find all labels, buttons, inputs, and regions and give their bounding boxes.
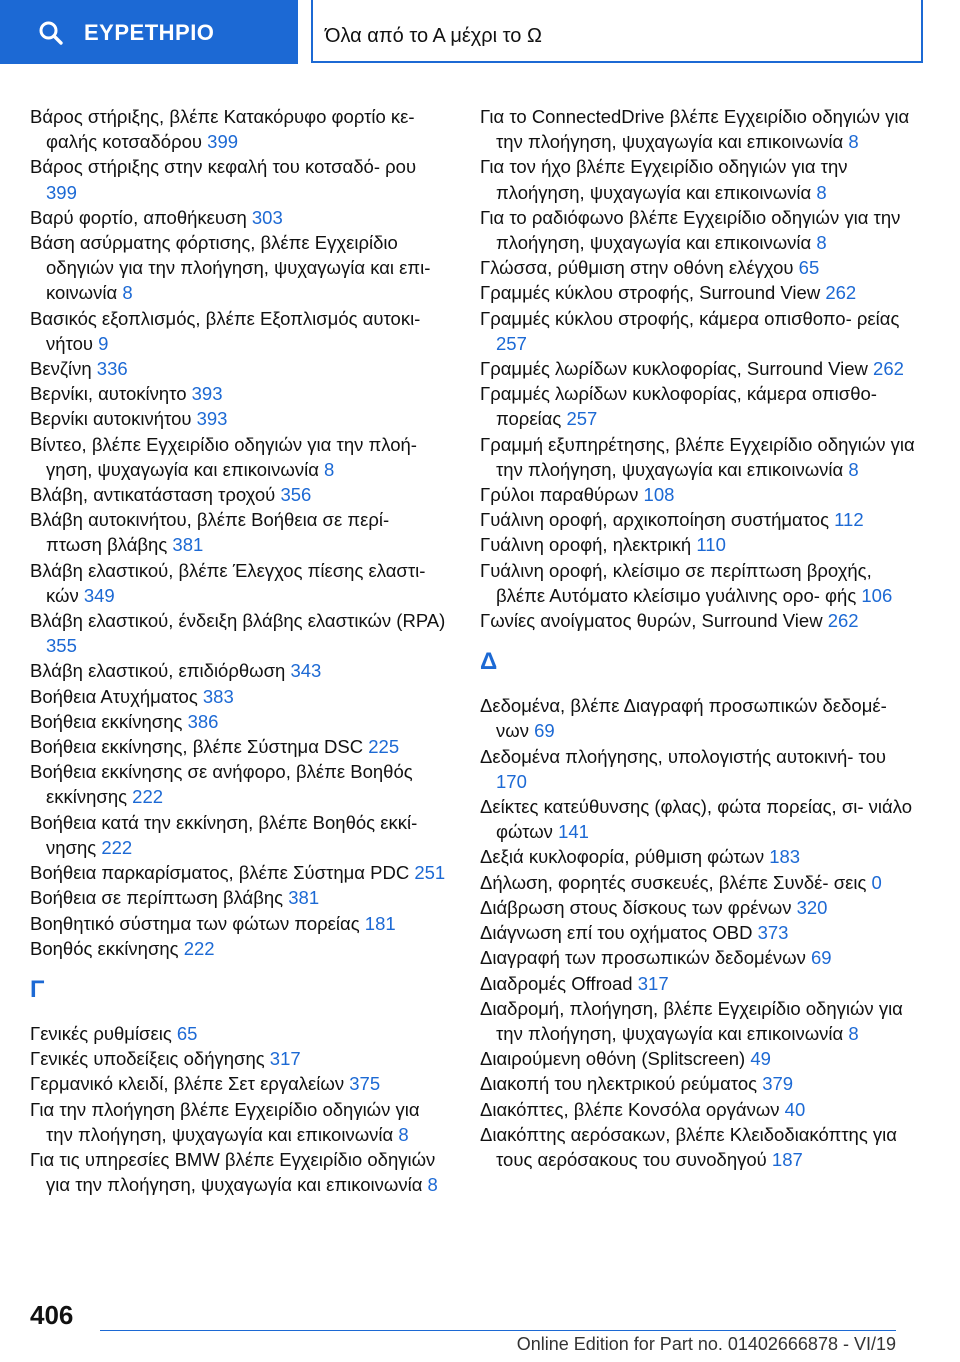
- section-subtitle-box: [311, 0, 923, 63]
- index-entry-term: Γραμμές κύκλου στροφής, κάμερα οπισθοπο- ρείας: [480, 307, 900, 329]
- index-entry-page-link[interactable]: 375: [349, 1073, 381, 1095]
- index-entry: [30, 658, 450, 683]
- index-entry: [480, 558, 920, 608]
- index-entry-term: Δεξιά κυκλοφορία, ρύθμιση φώτων: [480, 846, 770, 868]
- index-entry-page-link[interactable]: 8: [816, 232, 827, 254]
- index-entry: [480, 744, 920, 794]
- index-entry: [480, 306, 920, 356]
- index-entry-page-link[interactable]: 383: [202, 685, 234, 707]
- index-entry-term: Βλάβη αυτοκινήτου, βλέπε Βοήθεια σε περί- πτωση βλάβης: [30, 509, 390, 556]
- index-entry: [480, 154, 920, 204]
- index-entry-page-link[interactable]: 8: [427, 1174, 438, 1196]
- index-entry: [30, 432, 450, 482]
- index-entry: [480, 356, 920, 381]
- index-entry: [480, 844, 920, 869]
- index-entry-term: Διακοπή του ηλεκτρικού ρεύματος: [480, 1073, 763, 1095]
- index-entry-term: Βαρύ φορτίο, αποθήκευση: [30, 206, 252, 228]
- index-entry-page-link[interactable]: 393: [196, 408, 228, 430]
- index-entry-page-link[interactable]: 0: [871, 871, 882, 893]
- index-entry-page-link[interactable]: 257: [566, 408, 598, 430]
- index-entry: [480, 1071, 920, 1096]
- index-entry: [480, 1122, 920, 1172]
- index-entry-page-link[interactable]: 222: [101, 836, 133, 858]
- index-entry-page-link[interactable]: 393: [191, 383, 223, 405]
- index-entry: [30, 860, 450, 885]
- index-entries-b: [30, 104, 450, 961]
- index-entry-term: Βάρος στήριξης, βλέπε Κατακόρυφο φορτίο κε- φαλής κοτσαδόρου: [30, 106, 415, 153]
- index-entry-page-link[interactable]: 222: [132, 786, 164, 808]
- index-entry-page-link[interactable]: 8: [324, 458, 335, 480]
- index-entry-page-link[interactable]: 349: [83, 584, 115, 606]
- index-entry-page-link[interactable]: 320: [796, 896, 828, 918]
- index-entry-term: Για τον ήχο βλέπε Εγχειρίδιο οδηγιών για την πλοήγηση, ψυχαγωγία και επικοινωνία: [480, 156, 848, 203]
- index-entry-term: Βοηθητικό σύστημα των φώτων πορείας: [30, 912, 365, 934]
- index-entry: [30, 734, 450, 759]
- index-entry-page-link[interactable]: 110: [696, 534, 726, 556]
- index-entry: [30, 1021, 450, 1046]
- index-entry-page-link[interactable]: 399: [46, 181, 77, 203]
- index-entry-page-link[interactable]: 187: [771, 1148, 803, 1170]
- index-entry-page-link[interactable]: 69: [810, 947, 832, 969]
- index-entry: [480, 895, 920, 920]
- index-entry-page-link[interactable]: 8: [122, 282, 133, 304]
- index-entry: [30, 709, 450, 734]
- index-entry-term: Διάβρωση στους δίσκους των φρένων: [480, 896, 797, 918]
- index-entry-term: Βάση ασύρματης φόρτισης, βλέπε Εγχειρίδιο οδηγιών για την πλοήγηση, ψυχαγωγία και επι- κοινωνία: [30, 232, 431, 304]
- index-entry: [480, 971, 920, 996]
- index-entry-page-link[interactable]: 222: [183, 937, 215, 959]
- index-entry-page-link[interactable]: 343: [290, 660, 322, 682]
- index-entry: [30, 759, 450, 809]
- index-entry-page-link[interactable]: 106: [861, 584, 893, 606]
- index-entry-page-link[interactable]: 386: [187, 710, 219, 732]
- index-entry-term: Βοήθεια εκκίνησης σε ανήφορο, βλέπε Βοηθός εκκίνησης: [30, 761, 413, 808]
- index-entry: [30, 507, 450, 557]
- index-entry: [480, 532, 920, 557]
- index-entry-term: Διάγνωση επί του οχήματος OBD: [480, 922, 758, 944]
- index-entry-term: Διαιρούμενη οθόνη (Splitscreen): [480, 1048, 751, 1070]
- index-entry-page-link[interactable]: 183: [769, 846, 801, 868]
- index-entry-term: Δείκτες κατεύθυνσης (φλας), φώτα πορείας, σι- νιάλο φώτων: [480, 796, 912, 843]
- index-entry: [30, 104, 450, 154]
- index-entry-term: Για τις υπηρεσίες BMW βλέπε Εγχειρίδιο οδηγιών για την πλοήγηση, ψυχαγωγία και επικοινωνία: [30, 1148, 436, 1196]
- index-letter-heading-gamma: Γ: [30, 975, 45, 1003]
- index-entry-term: Βοήθεια εκκίνησης: [30, 710, 188, 732]
- index-entry: [480, 104, 920, 154]
- index-entry-page-link[interactable]: 9: [98, 332, 109, 354]
- index-entry-page-link[interactable]: 49: [750, 1048, 771, 1070]
- index-entry: [30, 230, 450, 306]
- index-entry-term: Γλώσσα, ρύθμιση στην οθόνη ελέγχου: [480, 257, 799, 279]
- index-entry-term: Γρύλοι παραθύρων: [480, 484, 644, 506]
- index-entry-term: Διακόπτης αερόσακων, βλέπε Κλειδοδιακόπτης για τους αερόσακους του συνοδηγού: [480, 1123, 897, 1170]
- footer-edition-text: Online Edition for Part no. 01402666878 - VI/19: [516, 1334, 896, 1354]
- index-letter-heading-delta: Δ: [480, 648, 498, 676]
- index-entry: [30, 558, 450, 608]
- index-entry: [480, 507, 920, 532]
- index-entry: [30, 684, 450, 709]
- index-column-right: [480, 104, 920, 1172]
- index-entries-gamma: [30, 1021, 450, 1197]
- index-entry: [480, 205, 920, 255]
- index-entry: [480, 996, 920, 1046]
- index-entry: [480, 945, 920, 970]
- index-entry: [480, 255, 920, 280]
- index-entry-term: Βλάβη ελαστικού, βλέπε Έλεγχος πίεσης ελαστι- κών: [30, 559, 426, 606]
- index-entry-term: Βοήθεια κατά την εκκίνηση, βλέπε Βοηθός εκκί- νησης: [30, 811, 418, 858]
- index-tab-label: ΕΥΡΕΤΗΡΙΟ: [84, 20, 215, 45]
- index-entry: [30, 810, 450, 860]
- header: [0, 0, 960, 64]
- index-entry-page-link[interactable]: 373: [757, 922, 789, 944]
- index-entry-page-link[interactable]: 262: [873, 358, 904, 380]
- index-entry-page-link[interactable]: 170: [496, 770, 527, 792]
- index-entry-page-link[interactable]: 317: [637, 972, 669, 994]
- index-entry-page-link[interactable]: 381: [288, 887, 320, 909]
- index-entry-term: Βοήθεια Ατυχήματος: [30, 685, 203, 707]
- index-entry: [30, 608, 450, 658]
- index-entry-term: Βάρος στήριξης στην κεφαλή του κοτσαδό- ρου: [30, 156, 417, 178]
- index-entry-page-link[interactable]: 379: [762, 1073, 794, 1095]
- index-entry: [30, 1147, 450, 1197]
- index-entry-term: Γερμανικό κλειδί, βλέπε Σετ εργαλείων: [30, 1073, 350, 1095]
- index-entry-page-link[interactable]: 355: [46, 635, 77, 657]
- index-entry-page-link[interactable]: 8: [848, 458, 859, 480]
- index-entry-term: Γραμμές λωρίδων κυκλοφορίας, κάμερα οπισθο- πορείας: [480, 383, 877, 430]
- index-entry-page-link[interactable]: 141: [558, 821, 589, 843]
- index-entry-page-link[interactable]: 317: [269, 1048, 301, 1070]
- index-entry-term: Βοήθεια σε περίπτωση βλάβης: [30, 887, 289, 909]
- index-entry-page-link[interactable]: 356: [280, 484, 312, 506]
- index-entry-term: Γυάλινη οροφή, ηλεκτρική: [480, 534, 697, 556]
- index-entry: [480, 1097, 920, 1122]
- index-entry-page-link[interactable]: 108: [643, 484, 675, 506]
- index-entry-page-link[interactable]: 8: [816, 181, 827, 203]
- index-entry: [30, 1071, 450, 1096]
- index-entry-term: Γυάλινη οροφή, κλείσιμο σε περίπτωση βροχής, βλέπε Αυτόματο κλείσιμο γυάλινης ορο- φής: [480, 559, 872, 606]
- index-entry-page-link[interactable]: 262: [825, 282, 857, 304]
- index-search-tab[interactable]: [0, 0, 298, 64]
- index-entry-page-link[interactable]: 399: [207, 131, 239, 153]
- index-entry-page-link[interactable]: 225: [368, 736, 400, 758]
- search-icon: [38, 20, 64, 46]
- index-entry-term: Διακόπτες, βλέπε Κονσόλα οργάνων: [480, 1098, 785, 1120]
- index-entry: [480, 693, 920, 743]
- index-entry-term: Δήλωση, φορητές συσκευές, βλέπε Συνδέ- σεις: [480, 871, 872, 893]
- index-entries-delta: [480, 693, 920, 1172]
- index-entry: [30, 205, 450, 230]
- index-entry-term: Γενικές υποδείξεις οδήγησης: [30, 1048, 270, 1070]
- index-entry-page-link[interactable]: 181: [364, 912, 396, 934]
- index-entry-term: Διαδρομές Offroad: [480, 972, 638, 994]
- index-entry: [480, 608, 920, 633]
- index-entry: [30, 911, 450, 936]
- index-entry-term: Για το ConnectedDrive βλέπε Εγχειρίδιο οδηγιών για την πλοήγηση, ψυχαγωγία και επικοινωνία: [480, 106, 910, 153]
- index-entry-page-link[interactable]: 8: [398, 1123, 409, 1145]
- index-entry-term: Γραμμές κύκλου στροφής, Surround View: [480, 282, 826, 304]
- index-entry-term: Για το ραδιόφωνο βλέπε Εγχειρίδιο οδηγιών για την πλοήγηση, ψυχαγωγία και επικοινωνία: [480, 206, 901, 254]
- index-entries-g-continued: [480, 104, 920, 633]
- index-entry: [30, 482, 450, 507]
- index-entry-page-link[interactable]: 336: [96, 358, 128, 380]
- section-subtitle: Όλα από το Α μέχρι το Ω: [325, 25, 542, 47]
- index-entry: [30, 381, 450, 406]
- index-entry: [480, 432, 920, 482]
- index-entry-term: Διαγραφή των προσωπικών δεδομένων: [480, 947, 811, 969]
- index-entry-term: Βερνίκι αυτοκινήτου: [30, 408, 197, 430]
- index-entry-page-link[interactable]: 8: [848, 1022, 859, 1044]
- index-entry-term: Δεδομένα, βλέπε Διαγραφή προσωπικών δεδομέ- νων: [480, 695, 887, 742]
- index-entry: [480, 1046, 920, 1071]
- index-entry: [30, 154, 450, 204]
- index-entry-term: Γραμμές λωρίδων κυκλοφορίας, Surround View: [480, 358, 874, 380]
- page-number: 406: [30, 1300, 74, 1330]
- index-entry: [30, 1097, 450, 1147]
- index-entry-page-link[interactable]: 112: [834, 509, 864, 531]
- index-entry-term: Βίντεο, βλέπε Εγχειρίδιο οδηγιών για την πλοή- γηση, ψυχαγωγία και επικοινωνία: [30, 433, 417, 480]
- index-entry-page-link[interactable]: 251: [414, 862, 446, 884]
- index-entry-term: Διαδρομή, πλοήγηση, βλέπε Εγχειρίδιο οδηγιών για την πλοήγηση, ψυχαγωγία και επικοινωνία: [480, 997, 903, 1044]
- index-entry-page-link[interactable]: 262: [827, 610, 859, 632]
- index-entry-term: Βλάβη ελαστικού, επιδιόρθωση: [30, 660, 291, 682]
- index-entry-page-link[interactable]: 257: [496, 332, 527, 354]
- index-entry-term: Βενζίνη: [30, 358, 97, 380]
- index-entry-term: Γωνίες ανοίγματος θυρών, Surround View: [480, 610, 828, 632]
- index-entry-page-link[interactable]: 65: [798, 257, 820, 279]
- footer-divider: [100, 1330, 896, 1331]
- index-entry-term: Βερνίκι, αυτοκίνητο: [30, 383, 192, 405]
- index-entry: [480, 280, 920, 305]
- index-column-left: [30, 104, 450, 1197]
- index-entry: [30, 1046, 450, 1071]
- index-entry-term: Βοήθεια εκκίνησης, βλέπε Σύστημα DSC: [30, 736, 369, 758]
- index-entry-term: Βλάβη ελαστικού, ένδειξη βλάβης ελαστικών (RPA): [30, 610, 446, 632]
- index-entry: [30, 936, 450, 961]
- index-entry: [480, 381, 920, 431]
- index-entry: [30, 306, 450, 356]
- index-entry-term: Γυάλινη οροφή, αρχικοποίηση συστήματος: [480, 509, 835, 531]
- index-entry: [30, 885, 450, 910]
- index-entry: [480, 870, 920, 895]
- index-entry: [480, 794, 920, 844]
- index-entry-term: Δεδομένα πλοήγησης, υπολογιστής αυτοκινή- του: [480, 745, 886, 767]
- index-entry-page-link[interactable]: 8: [848, 131, 859, 153]
- index-entry-page-link[interactable]: 65: [176, 1022, 198, 1044]
- index-entry-term: Γραμμή εξυπηρέτησης, βλέπε Εγχειρίδιο οδηγιών για την πλοήγηση, ψυχαγωγία και επικοινωνία: [480, 433, 915, 480]
- index-entry-page-link[interactable]: 381: [172, 534, 204, 556]
- index-entry-term: Βοηθός εκκίνησης: [30, 937, 184, 959]
- index-entry: [480, 482, 920, 507]
- index-entry-term: Βασικός εξοπλισμός, βλέπε Εξοπλισμός αυτοκι- νήτου: [30, 307, 421, 354]
- index-entry: [30, 406, 450, 431]
- index-entry-term: Γενικές ρυθμίσεις: [30, 1022, 177, 1044]
- index-entry-term: Για την πλοήγηση βλέπε Εγχειρίδιο οδηγιών για την πλοήγηση, ψυχαγωγία και επικοινωνία: [30, 1098, 420, 1145]
- index-entry-page-link[interactable]: 40: [784, 1098, 806, 1120]
- index-entry-term: Βλάβη, αντικατάσταση τροχού: [30, 484, 281, 506]
- index-entry: [30, 356, 450, 381]
- index-entry-page-link[interactable]: 69: [534, 720, 555, 742]
- index-entry: [480, 920, 920, 945]
- index-entry-page-link[interactable]: 303: [251, 206, 283, 228]
- index-entry-term: Βοήθεια παρκαρίσματος, βλέπε Σύστημα PDC: [30, 862, 415, 884]
